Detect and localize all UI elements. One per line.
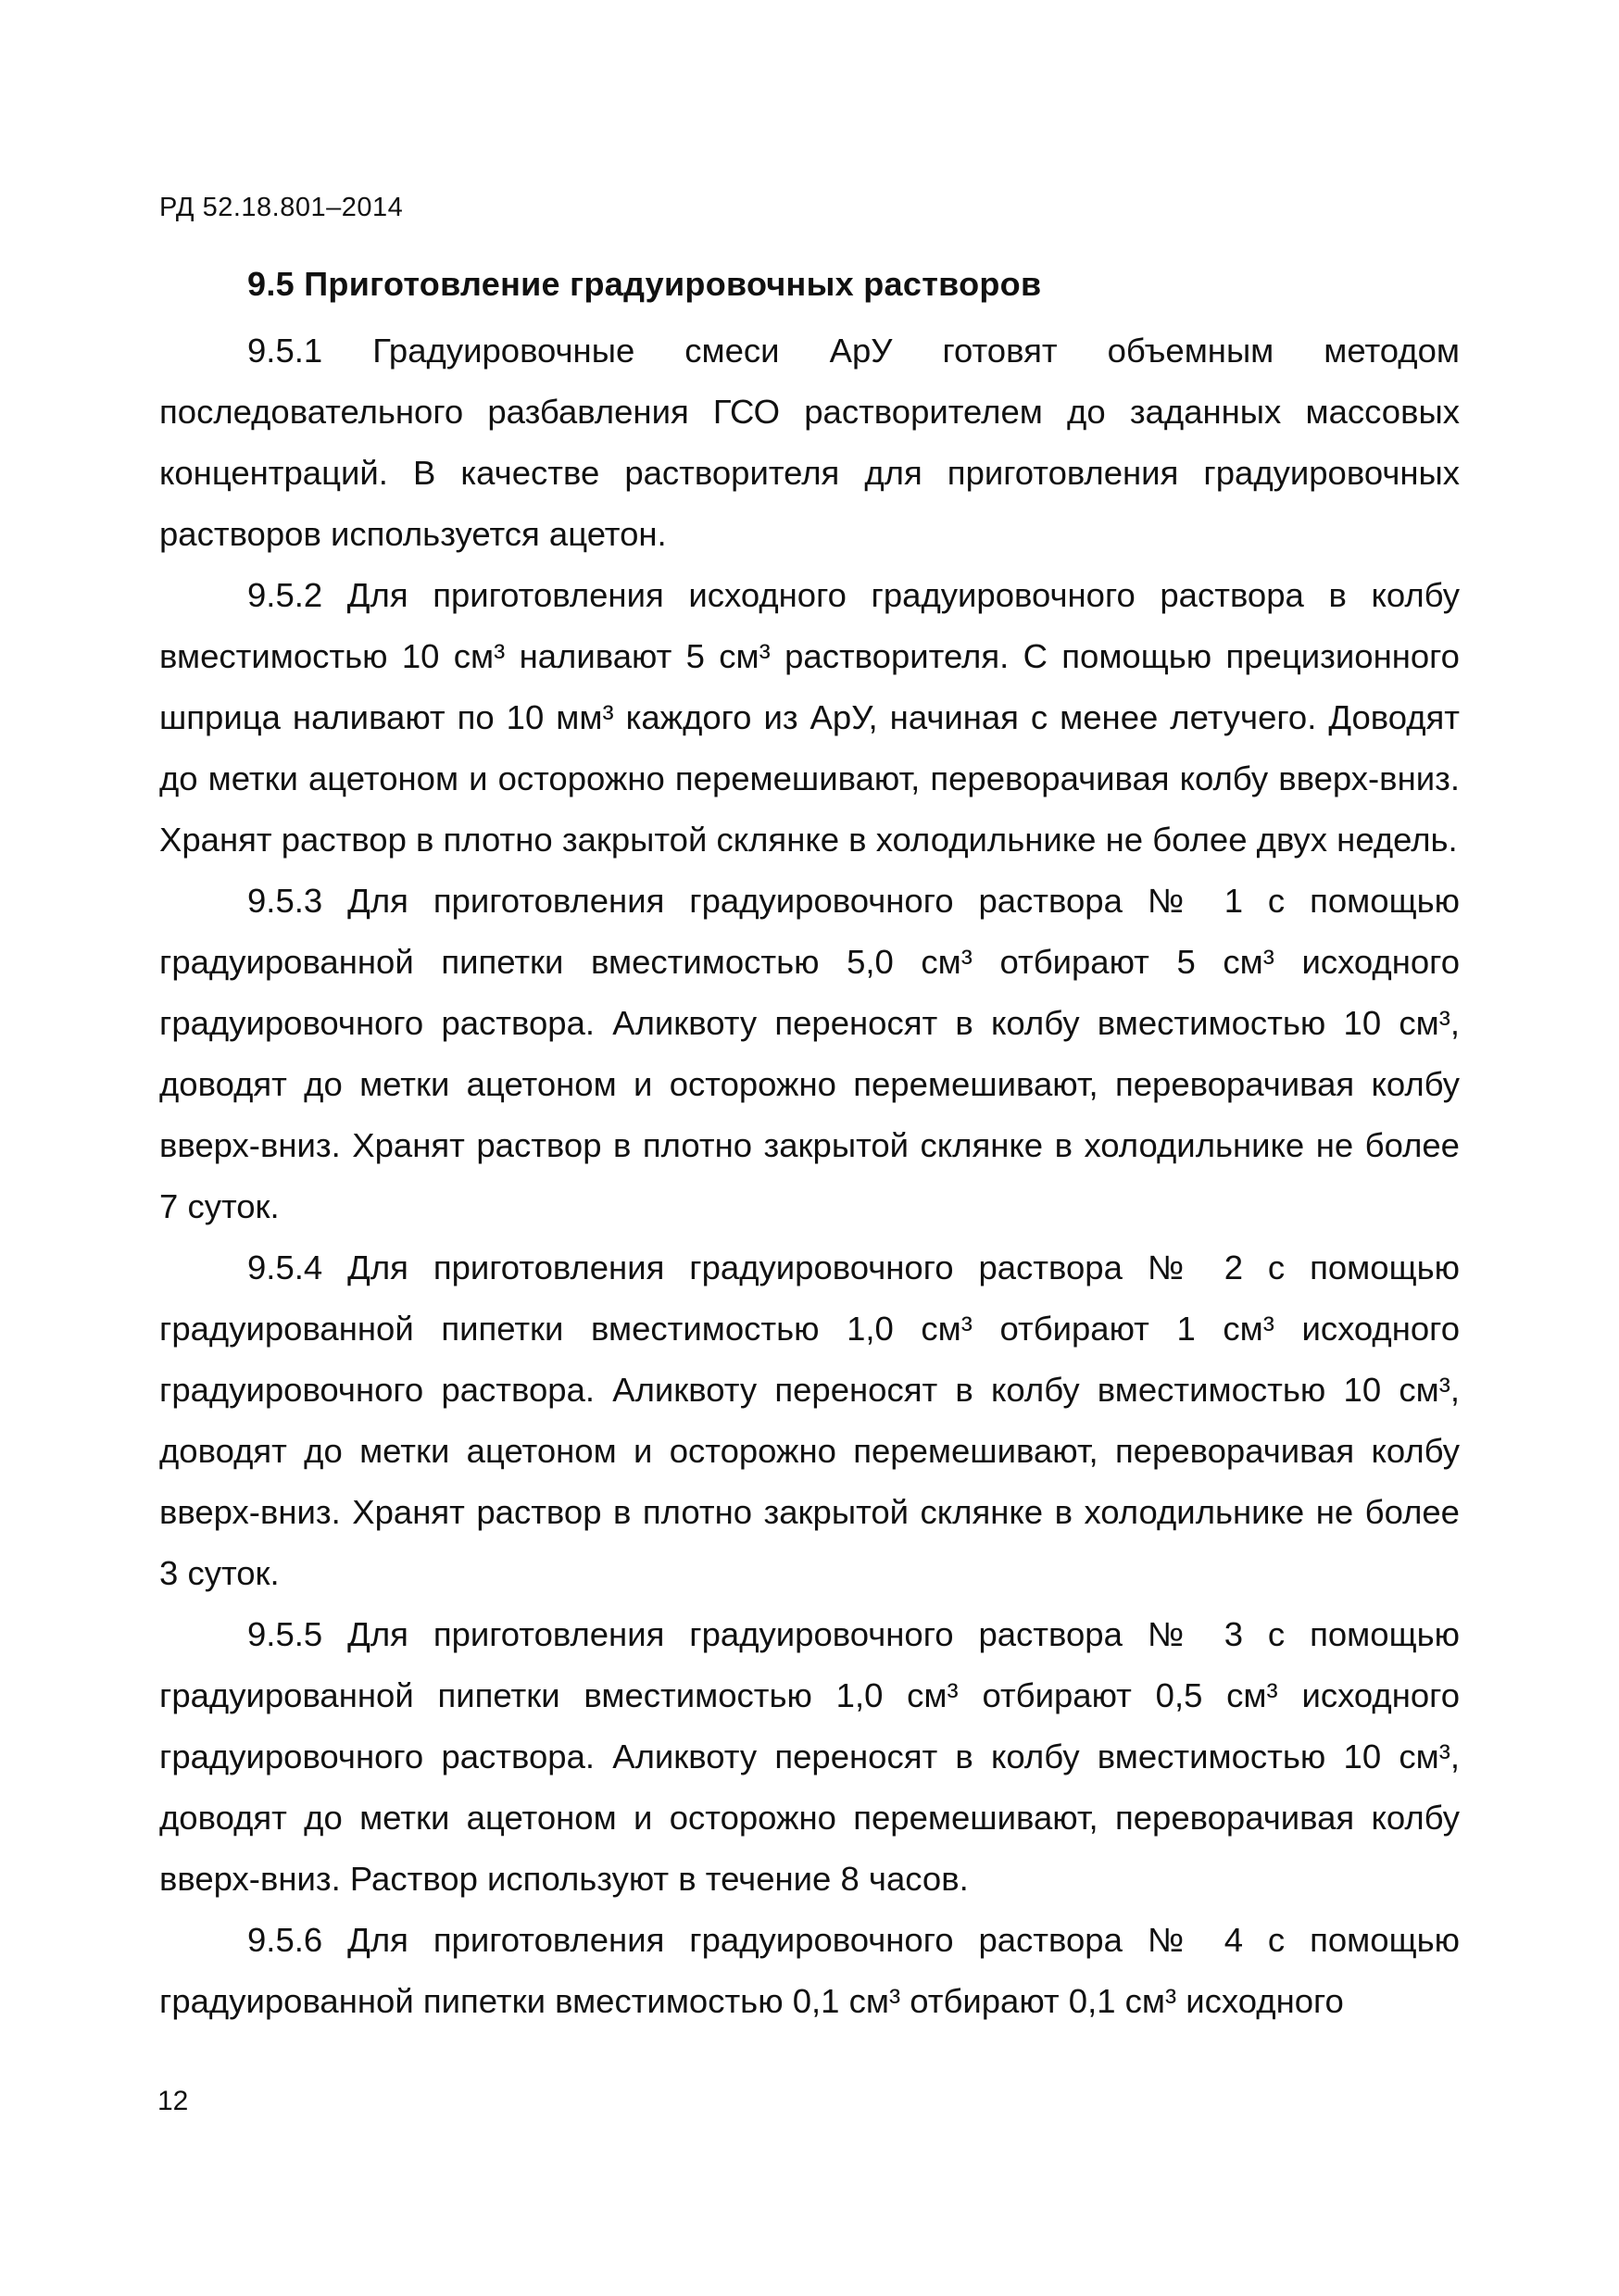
paragraph-9-5-5: 9.5.5 Для приготовления градуировочного раствора № 3 с помощью градуированной пипетки вместимостью 1,0 см³ отбирают 0,5 см³ исходного градуировочного раствора. Аликвоту переносят в колбу вместимостью 10 см³, доводят до метки ацетоном и осторожно перемешивают, переворачивая колбу вверх-вниз. Раствор используют в течение 8 часов. [159,1615,1460,1898]
body-text [159,320,1460,2032]
document-code: РД 52.18.801–2014 [159,193,404,222]
paragraph-9-5-4: 9.5.4 Для приготовления градуировочного раствора № 2 с помощью градуированной пипетки вместимостью 1,0 см³ отбирают 1 см³ исходного градуировочного раствора. Аликвоту переносят в колбу вместимостью 10 см³, доводят до метки ацетоном и осторожно перемешивают, переворачивая колбу вверх-вниз. Хранят раствор в плотно закрытой склянке в холодильнике не более 3 суток. [159,1248,1460,1592]
paragraph-9-5-2: 9.5.2 Для приготовления исходного градуировочного раствора в колбу вместимостью 10 см³ наливают 5 см³ растворителя. С помощью прецизионного шприца наливают по 10 мм³ каждого из АрУ, начиная с менее летучего. Доводят до метки ацетоном и осторожно перемешивают, переворачивая колбу вверх-вниз. Хранят раствор в плотно закрытой склянке в холодильнике не более двух недель. [159,576,1460,859]
page-number: 12 [157,2086,189,2116]
section-title: 9.5 Приготовление градуировочных растворов [247,265,1042,303]
paragraph-9-5-6: 9.5.6 Для приготовления градуировочного раствора № 4 с помощью градуированной пипетки вместимостью 0,1 см³ отбирают 0,1 см³ исходного [159,1921,1460,2020]
paragraph-9-5-3: 9.5.3 Для приготовления градуировочного раствора № 1 с помощью градуированной пипетки вместимостью 5,0 см³ отбирают 5 см³ исходного градуировочного раствора. Аликвоту переносят в колбу вместимостью 10 см³, доводят до метки ацетоном и осторожно перемешивают, переворачивая колбу вверх-вниз. Хранят раствор в плотно закрытой склянке в холодильнике не более 7 суток. [159,882,1460,1225]
paragraph-9-5-1: 9.5.1 Градуировочные смеси АрУ готовят объемным методом последовательного разбавления ГСО растворителем до заданных массовых концентраций. В качестве растворителя для приготовления градуировочных растворов используется ацетон. [159,332,1460,553]
